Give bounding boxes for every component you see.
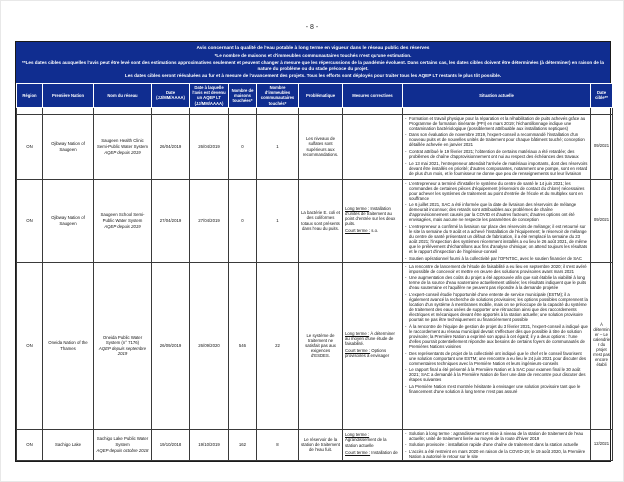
cell-date-cible: 09/2021 [591,179,613,262]
cell-nom-du-reseau [94,429,152,460]
cell-date-aqep-lt: 26/09/2020 [190,262,229,429]
reseau-aqep-depuis: AQEP depuis septembre 2019 [98,346,147,357]
table-row [17,179,613,262]
col-header-date-aqep-lt: Date à laquelle l'avis est devenu un AQEP LT (JJ/MM/AAAA) [190,84,229,107]
situation-item: - Solution provisoire : installation rapide d'une chaîne de traitement dans la station actuelle [405,442,588,447]
mesure-long-terme-text: Installation d'unités de traitement au point d'entrée sur les deux puits. [345,205,396,227]
reseau-name: Saugeen School Semi-Public Water System [100,212,145,223]
page-number: - 8 - [305,24,319,31]
table-row [17,262,613,429]
cell-maisons: 546 [229,262,257,429]
col-header-immeubles: Nombre d'immeubles communautaires touchés* [257,84,299,107]
cell-nom-du-reseau [94,262,152,429]
situation-item: - Soutien opérationnel fourni à la collectivité par l'OFNTSC, avec le soutien financier de SAC [405,256,588,261]
cell-date: 19/10/2018 [152,429,190,460]
cell-date-cible: 12/2021 [591,429,613,460]
situation-item: - Dans son évaluation de novembre 2019, l'expert-conseil a recommandé l'installation d'un nouveau puits et de nouvelles unités de traitement pour chaque bâtiment touché; conception détaillée achevée en janvier 2021 [405,132,588,147]
situation-item: - L'entrepreneur a terminé d'installer le système du centre de santé le 14 juin 2021; les commandes de certaines pièces d'équipement (réservoirs de contact du chlore) nécessaires pour achever les systèmes de traitement au point d'entrée de l'école et du multiplex sont en souffrance [405,181,588,201]
cell-immeubles: 1 [257,179,299,262]
table-title-banner [16,42,610,83]
situation-item: - La rencontre de lancement de l'étude de faisabilité a eu lieu en septembre 2020; il s'est avéré impossible de concevoir et mettre en œuvre des solutions provisoires avant mars 2021 [405,264,588,274]
cell-date: 26/09/2019 [152,262,190,429]
banner-note-dates-cibles: **Les dates cibles auxquelles l'avis peut être levé sont des estimations approximatives seulement et peuvent changer à mesure que les répercussions de la pandémie évoluent. Dans certains cas, les dates cibles doivent être déterminées (à déterminer) en raison de la nature du problème ou du stade précoce du projet. [22,60,604,71]
situation-item: - Contrat attribué le 19 février 2021; l'obtention de certains matériaux a été retardée; des problèmes de chaîne d'approvisionnement ont nui au respect des échéances des travaux [405,149,588,159]
cell-situation [403,179,591,262]
situation-item: - Le rapport final a été présenté à la Première Nation et à SAC pour examen final le 30 août 2021; SAC a demandé à la Première Nation de fixer une date de rencontre pour discuter des étapes suivantes [405,367,588,382]
situation-item: - Le 6 juillet 2021, SAC a été informée que la date de livraison des réservoirs de mélange demeurait inconnue; des retards sont attribuables aux problèmes de chaîne d'approvisionnement causés par la COVID et d'autres facteurs; d'autres options ont été envisagées, mais aucune ne respecte les paramètres de conception [405,202,588,222]
cell-maisons: 162 [229,429,257,460]
cell-nom-du-reseau [94,179,152,262]
cell-mesures [343,262,403,429]
reseau-aqep-depuis: AQEP depuis octobre 2018 [96,447,149,453]
mesure-long-terme-label: Long terme : [345,432,370,438]
col-header-region: Région [17,84,43,107]
situation-item: - La Première Nation s'est montrée hésitante à envisager une solution provisoire tant que le financement d'une solution à long terme n'est pas assuré [405,384,588,394]
cell-situation [403,429,591,460]
cell-mesures [343,179,403,262]
mesure-court-terme-label: Court terme : [345,228,371,234]
situation-item: - Solution à long terme : agrandissement et mise à niveau de la station de traitement de l'eau actuelle; unité de traitement livrée au moyen de la route d'hiver 2019 [405,431,588,441]
cell-region: ON [17,114,43,179]
reseau-name: Oneida Public Water System (n° 7176) [102,334,143,345]
cell-date-cible: 09/2021 [591,114,613,179]
cell-situation [403,114,591,179]
cell-premiere-nation: Ojibway Nation of Saugeen [43,114,94,179]
mesure-court-terme-text: Installation de [371,449,398,455]
reseau-aqep-depuis: AQEP depuis 2019 [104,223,141,229]
cell-region: ON [17,179,43,262]
mesure-court-terme-text: s.o. [371,228,379,234]
mesure-long-terme-label: Long terme : [345,330,370,336]
cell-region: ON [17,262,43,429]
situation-item: - Des représentants de projet de la collectivité ont indiqué que le chef et le conseil favorisent une solution comportant une ESTM; une rencontre a eu lieu le 24 juin 2021 pour discuter des commentaires techniques avec la Première Nation et leurs ingénieurs-conseils [405,351,588,366]
spacer-row [17,107,613,114]
reseau-aqep-depuis: AQEP depuis 2019 [104,149,141,155]
advisories-table-wrap [15,41,611,462]
cell-maisons: 0 [229,114,257,179]
mesure-long-terme-label: Long terme : [345,205,370,211]
col-header-nom-du-reseau: Nom du réseau [94,84,152,107]
banner-note-estimation: *Le nombre de maisons et d'immeubles communautaires touchés n'est qu'une estimation. [214,52,412,58]
cell-immeubles: 8 [257,429,299,460]
cell-immeubles: 22 [257,262,299,429]
situation-item: - Le 13 mai 2021, l'entrepreneur attendait l'arrivée de matériaux importants, dont des réservoirs devant être installés en priorité; d'autres composantes, notamment une pompe, sont en retard de plus d'un mois, et le fournisseur ne donne que peu de renseignements sur leur livraison [405,161,588,176]
mesure-long-terme-text: Agrandissement de la station actuelle [345,437,387,448]
cell-date-aqep-lt: 27/04/2019 [190,179,229,262]
cell-date-cible: À déterminer – Le calendrier du projet n'est pas encore établi [591,262,613,429]
col-header-maisons: Nombre de maisons touchées* [229,84,257,107]
banner-note-reevaluation: Les dates cibles seront réévaluées au fur et à mesure de l'avancement des projets. Tous les efforts sont déployés pour traiter tous les AQEP LT restants le plus tôt possible. [124,73,502,79]
situation-item: - Une augmentation des coûts du projet a été approuvée afin que soit établie la viabilité à long terme de la source d'eau souterraine actuellement utilisée; les résultats indiquent que le puits d'eau souterraine et l'aquifère ne peuvent pas répondre à la demande projetée [405,275,588,290]
cell-mesures [343,429,403,460]
col-header-date-cible: Date cible** [591,84,613,107]
cell-date-aqep-lt: 26/04/2019 [190,114,229,179]
cell-immeubles: 1 [257,114,299,179]
situation-item: - L'expert-conseil étudie l'opportunité d'une entente de service municipale (ESTM); il a également avancé la recherche de solutions provisoires; les options possibles comprennent la location d'un système à membranes mobile, mais on se préoccupe de la capacité du système de traitement des eaux usées de supporter une rétroaction ainsi que des raccordements électriques et mécaniques devant être apportés à la station actuelle; une solution provisoire pourrait ne pas être techniquement ou financièrement possible [405,292,588,322]
cell-date: 26/04/2019 [152,114,190,179]
cell-premiere-nation: Oneida Nation of the Thames [43,262,94,429]
table-row [17,114,613,179]
cell-mesures [343,114,403,179]
situation-item: - À la rencontre de l'équipe de gestion de projet du 3 février 2021, l'expert-conseil a indiqué que le raccordement au réseau municipal devrait s'effectuer dès que possible à titre de solution provisoire; la Première Nation a exprimé son appui à cet égard; il y a deux options : l'une d'elles pourrait potentiellement répondre aux besoins de certains foyers de communautés de Premières Nations voisines [405,324,588,349]
situation-item: - L'accès a été restreint en mars 2020 en raison de la COVID-19; le 19 août 2020, la Première Nation a autorisé le retour sur le site [405,449,588,459]
reseau-name: Saugeen Health Clinic Semi-Public Water System [97,138,148,149]
cell-problematique: La bactérie E. coli et des coliformes totaux sont présents dans l'eau du puits. [299,179,343,262]
mesure-court-terme-text: Options provisoires à envisager [345,348,390,359]
cell-problematique: Le réservoir de la station de traitement de l'eau fuit. [299,429,343,460]
cell-date-aqep-lt: 19/10/2019 [190,429,229,460]
cell-premiere-nation: Ojibway Nation of Saugeen [43,179,94,262]
cell-problematique: Le système de traitement ne satisfait pas aux exigences d'ESDES. [299,262,343,429]
cell-nom-du-reseau [94,114,152,179]
situation-item: - Formation et travail physique pour la réparation et la réhabilitation de puits achevés grâce au Programme de formation itinérante (PFI) en mars 2019; l'échantillonnage indique une contamination bactériologique (possiblement attribuable aux installations septiques) [405,116,588,131]
cell-region: ON [17,429,43,460]
banner-title: Avis concernant la qualité de l'eau potable à long terme en vigueur dans le réseau public des réserves [196,45,430,51]
table-row [17,429,613,460]
col-header-date: Date (JJ/MM/AAAA) [152,84,190,107]
header-row [17,84,613,107]
mesure-long-terme-text: À déterminer au moyen d'une étude de faisabilité. [345,330,395,347]
mesure-court-terme-label: Court terme : [345,348,371,354]
mesure-court-terme-label: Court terme : [345,449,371,455]
reseau-name: Sachigo Lake Public Water System [96,436,149,447]
advisories-table [16,83,613,460]
col-header-premiere-nation: Première Nation [43,84,94,107]
cell-date: 27/04/2019 [152,179,190,262]
cell-premiere-nation: Sachigo Lake [43,429,94,460]
cell-problematique: Les niveaux de sulfates sont supérieurs aux recommandations. [299,114,343,179]
col-header-mesures: Mesures correctives [343,84,403,107]
col-header-situation: Situation actuelle [403,84,591,107]
cell-situation [403,262,591,429]
situation-item: - L'entrepreneur a confirmé la livraison sur place des réservoirs de mélange; il est retourné sur le site la semaine du 9 août et a achevé l'installation de l'équipement; le réservoir de mélange du centre de santé présentant un défaut de fabrication, il a été remplacé la semaine du 23 août 2021; l'inspection des systèmes récemment installés a eu lieu le 26 août 2021, de même que le prélèvement d'échantillons aux fins d'analyse chimique; on attend toujours les résultats et le rapport d'inspection de l'ingénieur-conseil [405,224,588,254]
col-header-problematique: Problématique [299,84,343,107]
cell-maisons: 0 [229,179,257,262]
